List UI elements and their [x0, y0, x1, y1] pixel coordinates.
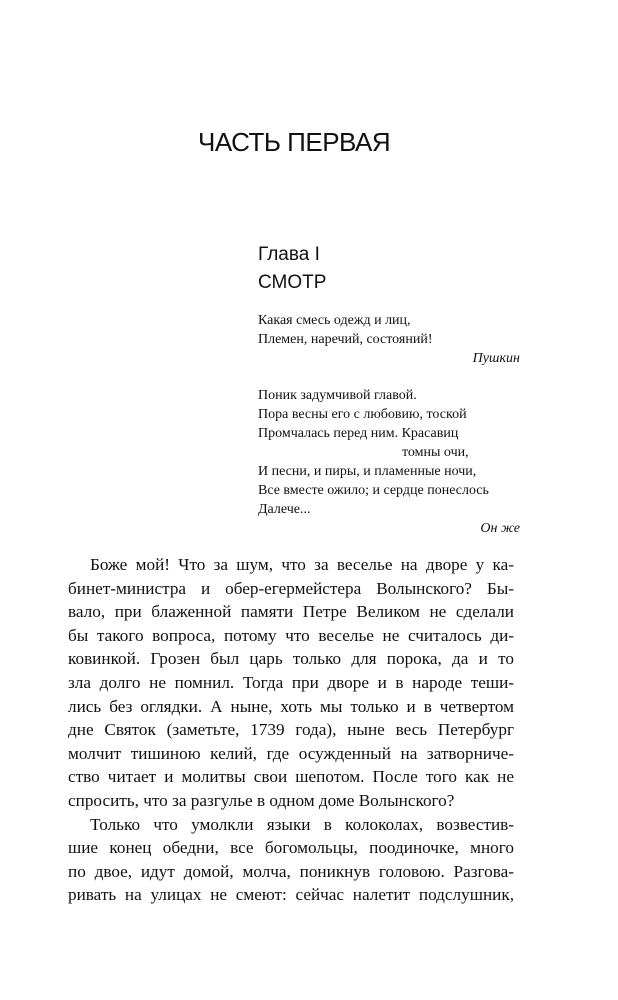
- text-line: Только что умолкли языки в колоколах, возвестив-: [90, 814, 514, 834]
- text-line: вало, при блаженной памяти Петре Великом не сделали: [68, 602, 514, 622]
- text-line: ковинкой. Грозен был царь только для порока, да и то: [68, 649, 514, 669]
- text-line: лись без оглядки. А ныне, хоть мы только и в четвертом: [68, 696, 514, 716]
- epigraph-line: Промчалась перед ним. Красавиц: [258, 426, 459, 441]
- text-line: шие конец обедни, все богомольцы, поодиночке, много: [68, 838, 514, 858]
- epigraph-line: Какая смесь одежд и лиц,: [258, 313, 411, 328]
- epigraph-line: Далече...: [258, 502, 311, 517]
- paragraph: [68, 813, 514, 907]
- text-line: дне Святок (заметьте, 1739 года), ныне весь Петербург: [68, 720, 514, 740]
- epigraph-line: И песни, и пиры, и пламенные ночи,: [258, 464, 477, 479]
- epigraph-line: томны очи,: [402, 445, 469, 460]
- chapter-number: Глава I: [258, 244, 320, 265]
- body-text: [68, 553, 514, 907]
- part-title: ЧАСТЬ ПЕРВАЯ: [198, 127, 391, 157]
- epigraph-author: Пушкин: [472, 351, 520, 366]
- text-line: бы такого вопроса, потому что веселье не считалось ди-: [68, 625, 514, 645]
- text-line: ство читает и молитвы свои шепотом. После того как не: [68, 767, 514, 787]
- text-line: по двое, идут домой, молча, поникнув головою. Разгова-: [68, 861, 514, 881]
- epigraph-author: Он же: [480, 521, 520, 536]
- text-line: бинет-министра и обер-егермейстера Волынского? Бы-: [68, 578, 514, 598]
- epigraph-line: Племен, наречий, состояний!: [258, 332, 433, 347]
- epigraph-line: Пора весны его с любовию, тоской: [258, 407, 467, 422]
- epigraph-line: Поник задумчивой главой.: [258, 388, 417, 403]
- epigraph-line: Все вместе ожило; и сердце понеслось: [258, 483, 489, 498]
- text-line: молчит тишиною келий, где осужденный на затворниче-: [68, 743, 514, 763]
- text-line: ривать на улицах не смеют: сейчас налетит подслушник,: [68, 885, 514, 905]
- chapter-title: СМОТР: [258, 272, 327, 293]
- epigraph-2: [258, 386, 520, 538]
- epigraph-1: [258, 311, 520, 368]
- text-line: спросить, что за разгулье в одном доме Волынского?: [68, 790, 455, 810]
- text-line: Боже мой! Что за шум, что за веселье на дворе у ка-: [90, 555, 514, 574]
- paragraph: [68, 553, 514, 813]
- text-line: зла долго не помнил. Тогда при дворе и в народе теши-: [68, 672, 514, 692]
